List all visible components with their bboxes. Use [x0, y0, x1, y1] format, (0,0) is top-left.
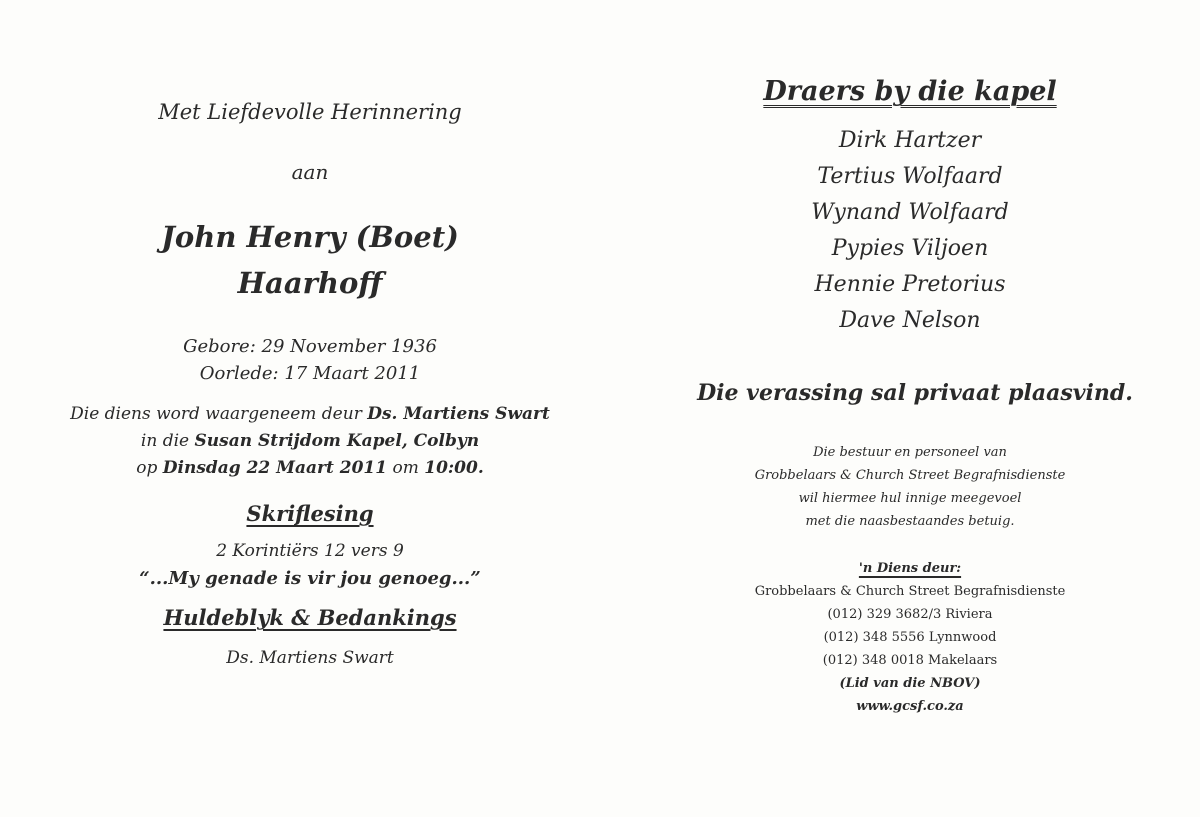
bearer-item: Dirk Hartzer [838, 128, 982, 153]
condolence-line: Grobbelaars & Church Street Begrafnisdienste [754, 468, 1066, 483]
bearer-item: Wynand Wolfaard [811, 200, 1009, 225]
bearer-item: Pypies Viljoen [831, 236, 989, 261]
bearer-item: Dave Nelson [839, 308, 981, 333]
service-line-3 [0, 458, 620, 478]
service-date: Dinsdag 22 Maart 2011 [162, 458, 388, 478]
service-line-3-prefix: op [136, 458, 163, 478]
reading-heading: Skriflesing [246, 501, 374, 526]
contact-line: (012) 348 0018 Makelaars [822, 653, 998, 668]
website-link[interactable]: www.gcsf.co.za [856, 699, 964, 714]
died-date: Oorlede: 17 Maart 2011 [199, 363, 421, 384]
reading-reference: 2 Korintiërs 12 vers 9 [216, 541, 404, 561]
officiant-name: Ds. Martiens Swart [367, 404, 550, 424]
bearer-item: Hennie Pretorius [814, 272, 1006, 297]
member-line: (Lid van die NBOV) [839, 676, 981, 691]
condolence-line: wil hiermee hul innige meegevoel [798, 491, 1022, 506]
service-line-1 [0, 404, 620, 424]
tribute-name: Ds. Martiens Swart [226, 648, 394, 668]
service-time: 10:00. [424, 458, 484, 478]
service-line-1-prefix: Die diens word waargeneem deur [70, 404, 368, 424]
tribute-heading: Huldeblyk & Bedankings [163, 605, 457, 630]
contact-line: (012) 329 3682/3 Riviera [827, 607, 993, 622]
service-line-2 [0, 431, 620, 451]
service-venue: Susan Strijdom Kapel, Colbyn [194, 431, 480, 451]
deceased-name-line2: Haarhoff [237, 266, 383, 300]
service-line-2-prefix: in die [140, 431, 195, 451]
service-by-heading: 'n Diens deur: [858, 561, 962, 576]
service-line-3-mid: om [387, 458, 425, 478]
right-page [620, 0, 1200, 817]
condolence-line: met die naasbestaandes betuig. [805, 514, 1015, 529]
aan-line: aan [291, 160, 329, 184]
reading-quote: “...My genade is vir jou genoeg...” [139, 568, 481, 589]
condolence-line: Die bestuur en personeel van [813, 445, 1007, 460]
bearer-item: Tertius Wolfaard [817, 164, 1003, 189]
born-date: Gebore: 29 November 1936 [183, 336, 437, 357]
deceased-name-line1: John Henry (Boet) [161, 220, 459, 254]
memory-line: Met Liefdevolle Herinnering [158, 100, 462, 124]
bearers-heading: Draers by die kapel [763, 76, 1057, 107]
cremation-note: Die verassing sal privaat plaasvind. [697, 380, 1133, 406]
contact-line: (012) 348 5556 Lynnwood [823, 630, 997, 645]
contact-line: Grobbelaars & Church Street Begrafnisdienste [754, 584, 1066, 599]
